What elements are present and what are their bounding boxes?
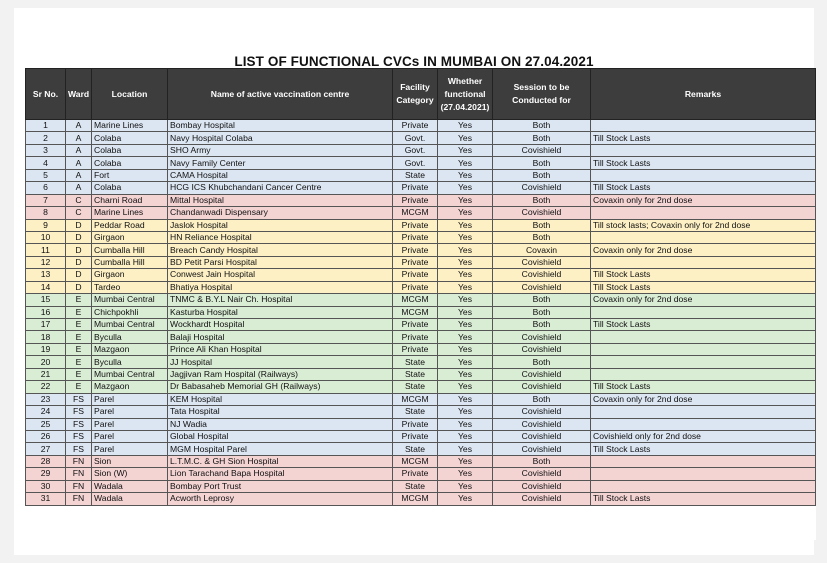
- cell-ward: E: [66, 356, 92, 368]
- cell-session: Covishield: [493, 480, 591, 492]
- cell-sr-no: 15: [26, 294, 66, 306]
- cell-centre-name: Navy Hospital Colaba: [168, 132, 393, 144]
- cell-remarks: Till Stock Lasts: [591, 269, 816, 281]
- cell-centre-name: Dr Babasaheb Memorial GH (Railways): [168, 381, 393, 393]
- cell-sr-no: 20: [26, 356, 66, 368]
- cell-session: Covishield: [493, 269, 591, 281]
- cell-centre-name: Acworth Leprosy: [168, 493, 393, 505]
- cell-session: Both: [493, 294, 591, 306]
- cell-functional: Yes: [438, 157, 493, 169]
- cell-facility-category: Govt.: [393, 132, 438, 144]
- cell-remarks: Till Stock Lasts: [591, 281, 816, 293]
- cell-facility-category: Private: [393, 430, 438, 442]
- cell-functional: Yes: [438, 120, 493, 132]
- cell-ward: E: [66, 331, 92, 343]
- table-row: [26, 406, 816, 418]
- cell-remarks: [591, 169, 816, 181]
- cell-location: Parel: [92, 406, 168, 418]
- cell-location: Parel: [92, 393, 168, 405]
- document-title: LIST OF FUNCTIONAL CVCs IN MUMBAI ON 27.04.2021: [234, 54, 594, 69]
- cell-sr-no: 10: [26, 231, 66, 243]
- cell-functional: Yes: [438, 331, 493, 343]
- cell-session: Both: [493, 120, 591, 132]
- table-blank-row: [26, 505, 816, 540]
- cell-location: Tardeo: [92, 281, 168, 293]
- cell-functional: Yes: [438, 169, 493, 181]
- cell-ward: FN: [66, 455, 92, 467]
- cell-functional: Yes: [438, 393, 493, 405]
- cell-location: Wadala: [92, 480, 168, 492]
- cell-sr-no: 26: [26, 430, 66, 442]
- cell-location: Colaba: [92, 132, 168, 144]
- cell-session: Both: [493, 169, 591, 181]
- cell-sr-no: 31: [26, 493, 66, 505]
- cell-location: Chichpokhli: [92, 306, 168, 318]
- table-row: [26, 418, 816, 430]
- cell-centre-name: Bombay Hospital: [168, 120, 393, 132]
- cell-centre-name: Chandanwadi Dispensary: [168, 207, 393, 219]
- cell-remarks: Till Stock Lasts: [591, 182, 816, 194]
- table-row: [26, 430, 816, 442]
- table-row: [26, 182, 816, 194]
- cell-facility-category: Private: [393, 256, 438, 268]
- cell-facility-category: Govt.: [393, 157, 438, 169]
- cell-session: Covishield: [493, 381, 591, 393]
- cell-facility-category: State: [393, 169, 438, 181]
- cell-remarks: [591, 144, 816, 156]
- cell-location: Parel: [92, 418, 168, 430]
- cell-centre-name: Navy Family Center: [168, 157, 393, 169]
- cell-sr-no: 11: [26, 244, 66, 256]
- cell-remarks: [591, 331, 816, 343]
- cell-sr-no: 2: [26, 132, 66, 144]
- cell-facility-category: State: [393, 381, 438, 393]
- cell-sr-no: 8: [26, 207, 66, 219]
- cell-sr-no: 9: [26, 219, 66, 231]
- cell-remarks: [591, 480, 816, 492]
- cell-centre-name: JJ Hospital: [168, 356, 393, 368]
- cell-functional: Yes: [438, 194, 493, 206]
- cell-sr-no: 23: [26, 393, 66, 405]
- cell-ward: FN: [66, 493, 92, 505]
- cell-sr-no: 5: [26, 169, 66, 181]
- table-row: [26, 231, 816, 243]
- cell-functional: Yes: [438, 132, 493, 144]
- header-whether-functional: Whether functional (27.04.2021): [438, 69, 493, 120]
- cell-facility-category: State: [393, 406, 438, 418]
- cell-facility-category: MCGM: [393, 393, 438, 405]
- cell-remarks: Till Stock Lasts: [591, 132, 816, 144]
- cell-ward: E: [66, 381, 92, 393]
- table-row: [26, 269, 816, 281]
- table-row: [26, 169, 816, 181]
- cell-location: Charni Road: [92, 194, 168, 206]
- cell-session: Both: [493, 455, 591, 467]
- cell-ward: A: [66, 120, 92, 132]
- cell-location: Sion (W): [92, 468, 168, 480]
- cell-location: Marine Lines: [92, 120, 168, 132]
- table-row: [26, 455, 816, 467]
- cell-session: Both: [493, 393, 591, 405]
- cell-centre-name: Jagjivan Ram Hospital (Railways): [168, 368, 393, 380]
- cell-functional: Yes: [438, 244, 493, 256]
- header-facility-category: Facility Category: [393, 69, 438, 120]
- cell-remarks: [591, 256, 816, 268]
- cell-session: Covishield: [493, 368, 591, 380]
- cell-sr-no: 6: [26, 182, 66, 194]
- cell-remarks: Till Stock Lasts: [591, 443, 816, 455]
- cell-remarks: Covaxin only for 2nd dose: [591, 194, 816, 206]
- cell-remarks: [591, 207, 816, 219]
- table-row: [26, 480, 816, 492]
- cell-session: Covaxin: [493, 244, 591, 256]
- cell-remarks: Till stock lasts; Covaxin only for 2nd dose: [591, 219, 816, 231]
- cell-sr-no: 21: [26, 368, 66, 380]
- cell-facility-category: Private: [393, 120, 438, 132]
- cell-functional: Yes: [438, 455, 493, 467]
- cell-sr-no: 22: [26, 381, 66, 393]
- cell-facility-category: State: [393, 480, 438, 492]
- cell-centre-name: MGM Hospital Parel: [168, 443, 393, 455]
- cell-remarks: Till Stock Lasts: [591, 493, 816, 505]
- cell-session: Covishield: [493, 406, 591, 418]
- cell-ward: A: [66, 182, 92, 194]
- cell-ward: C: [66, 207, 92, 219]
- cell-ward: A: [66, 132, 92, 144]
- cell-ward: D: [66, 219, 92, 231]
- cell-facility-category: State: [393, 368, 438, 380]
- cell-facility-category: Private: [393, 281, 438, 293]
- cell-sr-no: 7: [26, 194, 66, 206]
- cell-centre-name: TNMC & B.Y.L Nair Ch. Hospital: [168, 294, 393, 306]
- cell-session: Both: [493, 306, 591, 318]
- cell-facility-category: Private: [393, 418, 438, 430]
- table-body: [26, 120, 816, 540]
- cell-location: Mumbai Central: [92, 319, 168, 331]
- table-row: [26, 381, 816, 393]
- cell-location: Colaba: [92, 157, 168, 169]
- cell-facility-category: MCGM: [393, 455, 438, 467]
- table-row: [26, 493, 816, 505]
- cell-location: Girgaon: [92, 231, 168, 243]
- cell-facility-category: State: [393, 443, 438, 455]
- cell-remarks: [591, 368, 816, 380]
- cell-remarks: [591, 231, 816, 243]
- cell-ward: A: [66, 144, 92, 156]
- cell-session: Both: [493, 194, 591, 206]
- cell-location: Parel: [92, 430, 168, 442]
- table-row: [26, 244, 816, 256]
- cell-functional: Yes: [438, 207, 493, 219]
- cell-session: Both: [493, 219, 591, 231]
- cell-ward: E: [66, 306, 92, 318]
- table-row: [26, 256, 816, 268]
- cell-remarks: [591, 306, 816, 318]
- cell-centre-name: Jaslok Hospital: [168, 219, 393, 231]
- cell-centre-name: Mittal Hospital: [168, 194, 393, 206]
- header-sr-no: Sr No.: [26, 69, 66, 120]
- cell-facility-category: Govt.: [393, 144, 438, 156]
- cell-location: Wadala: [92, 493, 168, 505]
- cell-ward: A: [66, 157, 92, 169]
- blank-cell: [26, 505, 816, 540]
- cell-location: Peddar Road: [92, 219, 168, 231]
- cell-ward: FS: [66, 443, 92, 455]
- cell-functional: Yes: [438, 269, 493, 281]
- cell-session: Covishield: [493, 430, 591, 442]
- cell-facility-category: Private: [393, 231, 438, 243]
- table-row: [26, 294, 816, 306]
- table-row: [26, 306, 816, 318]
- cell-session: Both: [493, 319, 591, 331]
- cell-location: Colaba: [92, 182, 168, 194]
- cell-ward: E: [66, 368, 92, 380]
- cell-remarks: [591, 343, 816, 355]
- cell-remarks: Till Stock Lasts: [591, 319, 816, 331]
- header-session: Session to be Conducted for: [493, 69, 591, 120]
- cell-ward: FN: [66, 468, 92, 480]
- cell-ward: C: [66, 194, 92, 206]
- cell-location: Cumballa Hill: [92, 256, 168, 268]
- cell-functional: Yes: [438, 381, 493, 393]
- cell-centre-name: Breach Candy Hospital: [168, 244, 393, 256]
- table-row: [26, 120, 816, 132]
- cell-centre-name: L.T.M.C. & GH Sion Hospital: [168, 455, 393, 467]
- cell-centre-name: Global Hospital: [168, 430, 393, 442]
- cell-sr-no: 12: [26, 256, 66, 268]
- cell-remarks: [591, 356, 816, 368]
- cell-remarks: Covaxin only for 2nd dose: [591, 244, 816, 256]
- table-row: [26, 144, 816, 156]
- cell-centre-name: Lion Tarachand Bapa Hospital: [168, 468, 393, 480]
- cell-functional: Yes: [438, 493, 493, 505]
- cell-centre-name: BD Petit Parsi Hospital: [168, 256, 393, 268]
- cell-location: Parel: [92, 443, 168, 455]
- table-row: [26, 331, 816, 343]
- table-row: [26, 368, 816, 380]
- cell-facility-category: State: [393, 356, 438, 368]
- cell-ward: E: [66, 294, 92, 306]
- cell-location: Colaba: [92, 144, 168, 156]
- cell-functional: Yes: [438, 430, 493, 442]
- cell-functional: Yes: [438, 294, 493, 306]
- header-location: Location: [92, 69, 168, 120]
- cell-ward: D: [66, 231, 92, 243]
- cell-session: Covishield: [493, 331, 591, 343]
- table-row: [26, 319, 816, 331]
- cell-ward: E: [66, 343, 92, 355]
- cell-centre-name: HCG ICS Khubchandani Cancer Centre: [168, 182, 393, 194]
- cell-sr-no: 25: [26, 418, 66, 430]
- cell-session: Covishield: [493, 281, 591, 293]
- cell-facility-category: Private: [393, 343, 438, 355]
- cell-sr-no: 27: [26, 443, 66, 455]
- cell-sr-no: 14: [26, 281, 66, 293]
- cell-session: Covishield: [493, 144, 591, 156]
- cell-facility-category: Private: [393, 182, 438, 194]
- cell-location: Byculla: [92, 356, 168, 368]
- cell-centre-name: NJ Wadia: [168, 418, 393, 430]
- cell-session: Covishield: [493, 418, 591, 430]
- cell-centre-name: Conwest Jain Hospital: [168, 269, 393, 281]
- cell-session: Both: [493, 231, 591, 243]
- cell-centre-name: Kasturba Hospital: [168, 306, 393, 318]
- cell-facility-category: Private: [393, 219, 438, 231]
- cell-location: Girgaon: [92, 269, 168, 281]
- cell-functional: Yes: [438, 468, 493, 480]
- header-remarks: Remarks: [591, 69, 816, 120]
- cell-functional: Yes: [438, 368, 493, 380]
- cell-remarks: Covishield only for 2nd dose: [591, 430, 816, 442]
- cell-session: Both: [493, 132, 591, 144]
- cell-ward: FS: [66, 406, 92, 418]
- cell-session: Covishield: [493, 343, 591, 355]
- table-row: [26, 443, 816, 455]
- cell-ward: FS: [66, 418, 92, 430]
- table-row: [26, 219, 816, 231]
- cell-remarks: Covaxin only for 2nd dose: [591, 294, 816, 306]
- table-row: [26, 207, 816, 219]
- cell-location: Fort: [92, 169, 168, 181]
- cell-location: Mazgaon: [92, 343, 168, 355]
- cell-centre-name: Balaji Hospital: [168, 331, 393, 343]
- cell-ward: A: [66, 169, 92, 181]
- cell-centre-name: Bhatiya Hospital: [168, 281, 393, 293]
- cell-location: Cumballa Hill: [92, 244, 168, 256]
- cell-sr-no: 1: [26, 120, 66, 132]
- cell-functional: Yes: [438, 231, 493, 243]
- cell-functional: Yes: [438, 144, 493, 156]
- cell-sr-no: 29: [26, 468, 66, 480]
- cell-centre-name: Tata Hospital: [168, 406, 393, 418]
- cell-functional: Yes: [438, 356, 493, 368]
- cell-session: Covishield: [493, 468, 591, 480]
- cell-centre-name: KEM Hospital: [168, 393, 393, 405]
- cell-ward: D: [66, 244, 92, 256]
- cell-session: Covishield: [493, 493, 591, 505]
- cell-facility-category: Private: [393, 331, 438, 343]
- cell-sr-no: 19: [26, 343, 66, 355]
- cell-ward: FS: [66, 393, 92, 405]
- cell-sr-no: 28: [26, 455, 66, 467]
- table-row: [26, 356, 816, 368]
- cell-facility-category: MCGM: [393, 294, 438, 306]
- cell-location: Mumbai Central: [92, 294, 168, 306]
- cell-location: Byculla: [92, 331, 168, 343]
- cell-facility-category: Private: [393, 244, 438, 256]
- cell-session: Covishield: [493, 182, 591, 194]
- cell-sr-no: 18: [26, 331, 66, 343]
- cell-location: Marine Lines: [92, 207, 168, 219]
- cell-centre-name: SHO Army: [168, 144, 393, 156]
- cell-sr-no: 4: [26, 157, 66, 169]
- cell-functional: Yes: [438, 182, 493, 194]
- cell-facility-category: Private: [393, 194, 438, 206]
- cell-remarks: [591, 455, 816, 467]
- cell-ward: D: [66, 269, 92, 281]
- cell-facility-category: MCGM: [393, 207, 438, 219]
- cell-facility-category: Private: [393, 319, 438, 331]
- cell-facility-category: MCGM: [393, 306, 438, 318]
- cell-location: Mazgaon: [92, 381, 168, 393]
- cell-remarks: Covaxin only for 2nd dose: [591, 393, 816, 405]
- cell-sr-no: 16: [26, 306, 66, 318]
- cell-ward: FN: [66, 480, 92, 492]
- cell-sr-no: 24: [26, 406, 66, 418]
- cell-functional: Yes: [438, 343, 493, 355]
- cell-session: Covishield: [493, 443, 591, 455]
- table-row: [26, 132, 816, 144]
- cell-facility-category: MCGM: [393, 493, 438, 505]
- cell-location: Sion: [92, 455, 168, 467]
- table-row: [26, 393, 816, 405]
- cell-remarks: [591, 468, 816, 480]
- cell-functional: Yes: [438, 219, 493, 231]
- cell-centre-name: HN Reliance Hospital: [168, 231, 393, 243]
- table-row: [26, 157, 816, 169]
- table-row: [26, 468, 816, 480]
- cell-sr-no: 30: [26, 480, 66, 492]
- cell-remarks: [591, 406, 816, 418]
- cell-centre-name: Wockhardt Hospital: [168, 319, 393, 331]
- cell-location: Mumbai Central: [92, 368, 168, 380]
- cell-ward: E: [66, 319, 92, 331]
- cell-ward: D: [66, 281, 92, 293]
- cvc-table: [25, 68, 816, 540]
- cell-functional: Yes: [438, 406, 493, 418]
- cell-sr-no: 3: [26, 144, 66, 156]
- cell-remarks: Till Stock Lasts: [591, 381, 816, 393]
- cell-centre-name: Bombay Port Trust: [168, 480, 393, 492]
- table-row: [26, 281, 816, 293]
- cell-functional: Yes: [438, 306, 493, 318]
- cell-facility-category: Private: [393, 468, 438, 480]
- cell-remarks: [591, 120, 816, 132]
- table-row: [26, 343, 816, 355]
- header-ward: Ward: [66, 69, 92, 120]
- cell-sr-no: 13: [26, 269, 66, 281]
- header-centre-name: Name of active vaccination centre: [168, 69, 393, 120]
- cell-centre-name: Prince Ali Khan Hospital: [168, 343, 393, 355]
- cell-centre-name: CAMA Hospital: [168, 169, 393, 181]
- cell-functional: Yes: [438, 480, 493, 492]
- cell-remarks: [591, 418, 816, 430]
- table-row: [26, 194, 816, 206]
- cell-ward: D: [66, 256, 92, 268]
- cell-functional: Yes: [438, 418, 493, 430]
- cell-facility-category: Private: [393, 269, 438, 281]
- document-sheet: [14, 8, 814, 555]
- cell-ward: FS: [66, 430, 92, 442]
- cell-functional: Yes: [438, 443, 493, 455]
- cell-session: Both: [493, 157, 591, 169]
- table-header: [26, 69, 816, 120]
- cell-session: Covishield: [493, 207, 591, 219]
- cell-functional: Yes: [438, 281, 493, 293]
- cell-remarks: Till Stock Lasts: [591, 157, 816, 169]
- cell-session: Both: [493, 356, 591, 368]
- cell-sr-no: 17: [26, 319, 66, 331]
- cell-functional: Yes: [438, 256, 493, 268]
- cell-session: Covishield: [493, 256, 591, 268]
- cell-functional: Yes: [438, 319, 493, 331]
